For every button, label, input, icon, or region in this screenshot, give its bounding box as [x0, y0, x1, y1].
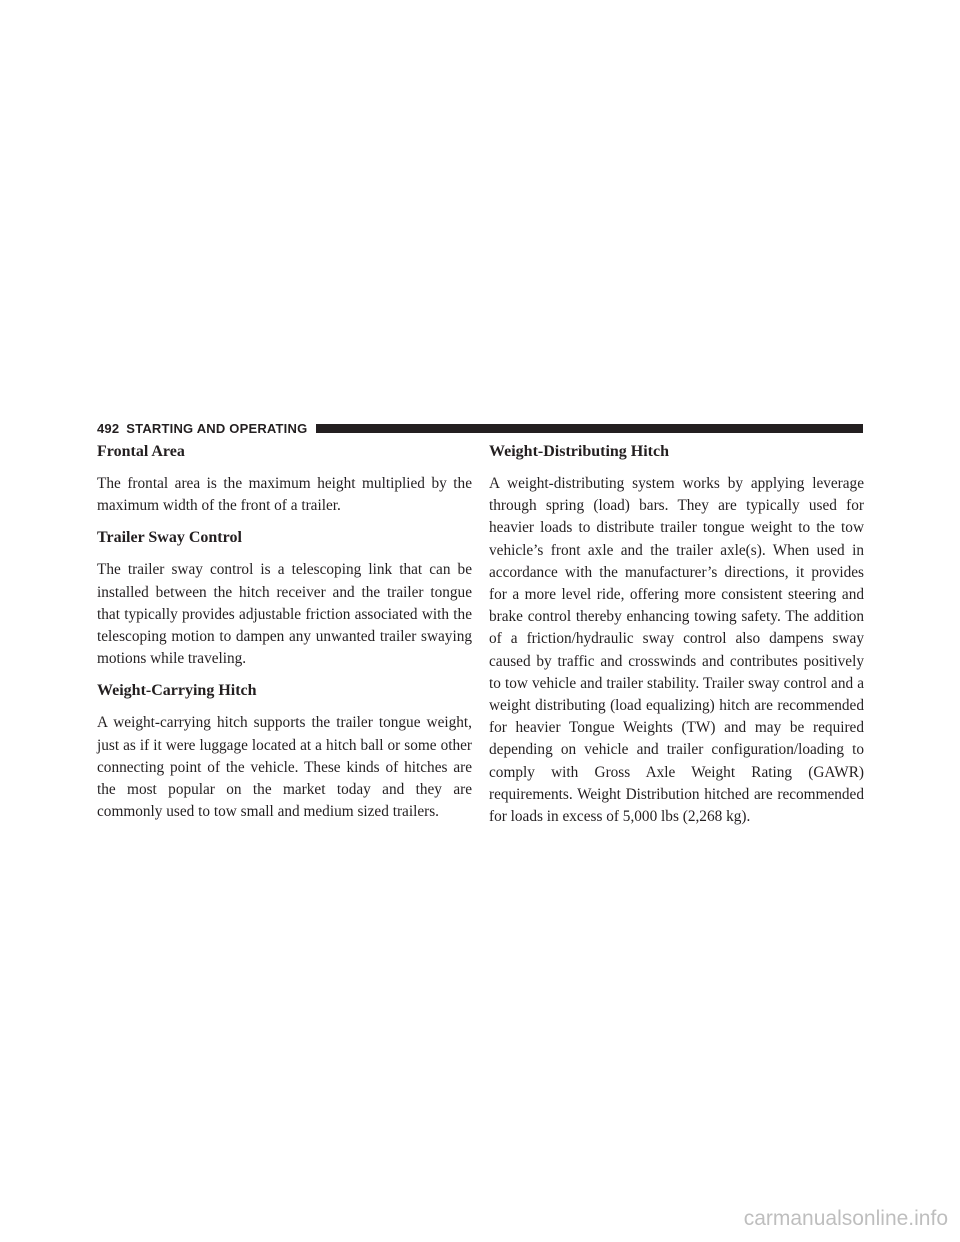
heading-frontal-area: Frontal Area — [97, 443, 185, 460]
watermark-text: carmanualsonline.info — [743, 1207, 948, 1230]
page-header — [97, 418, 863, 438]
heading-trailer-sway-control: Trailer Sway Control — [97, 529, 242, 547]
section-title: STARTING AND OPERATING — [126, 420, 308, 436]
paragraph-weight-distributing-hitch: A weight-distributing system works by applying leverage through spring (load) bars. They are typically used for heavier loads to distribute trailer tongue weight to the tow vehicle’s front axle and the trailer axle(s). When used in accordance with the manufacturer’s directions, it provides for a more level ride, offering more consistent steering and brake control thereby enhancing towing safety. The addition of a friction/hydraulic sway control also dampens sway caused by traffic and crosswinds and contributes positively to tow vehicle and trailer stability. Trailer sway control and a weight distributing (load equalizing) hitch are recommended for heavier Tongue Weights (TW) and may be required depending on vehicle and trailer configuration/loading to comply with Gross Axle Weight Rating (GAWR) requirements. Weight Distribution hitched are recommended for loads in excess of 5,000 lbs (2,268 kg). — [489, 475, 864, 826]
paragraph-weight-carrying-hitch: A weight-carrying hitch supports the trailer tongue weight, just as if it were luggage located at a hitch ball or some other connecting point of the vehicle. These kinds of hitches are the most popular on the market today and they are commonly used to tow small and medium sized trailers. — [97, 714, 472, 821]
right-column — [489, 441, 864, 838]
paragraph-frontal-area: The frontal area is the maximum height multiplied by the maximum width of the front of a trailer. — [97, 475, 472, 515]
paragraph-trailer-sway-control: The trailer sway control is a telescoping link that can be installed between the hitch receiver and the trailer tongue that typically provides adjustable friction associated with the telescoping motion to dampen any unwanted trailer swaying motions while traveling. — [97, 561, 472, 668]
heading-weight-distributing-hitch: Weight-Distributing Hitch — [489, 443, 670, 460]
header-rule — [316, 424, 863, 433]
left-column — [97, 441, 472, 833]
heading-weight-carrying-hitch: Weight-Carrying Hitch — [97, 682, 257, 700]
page-number: 492 — [97, 420, 120, 436]
